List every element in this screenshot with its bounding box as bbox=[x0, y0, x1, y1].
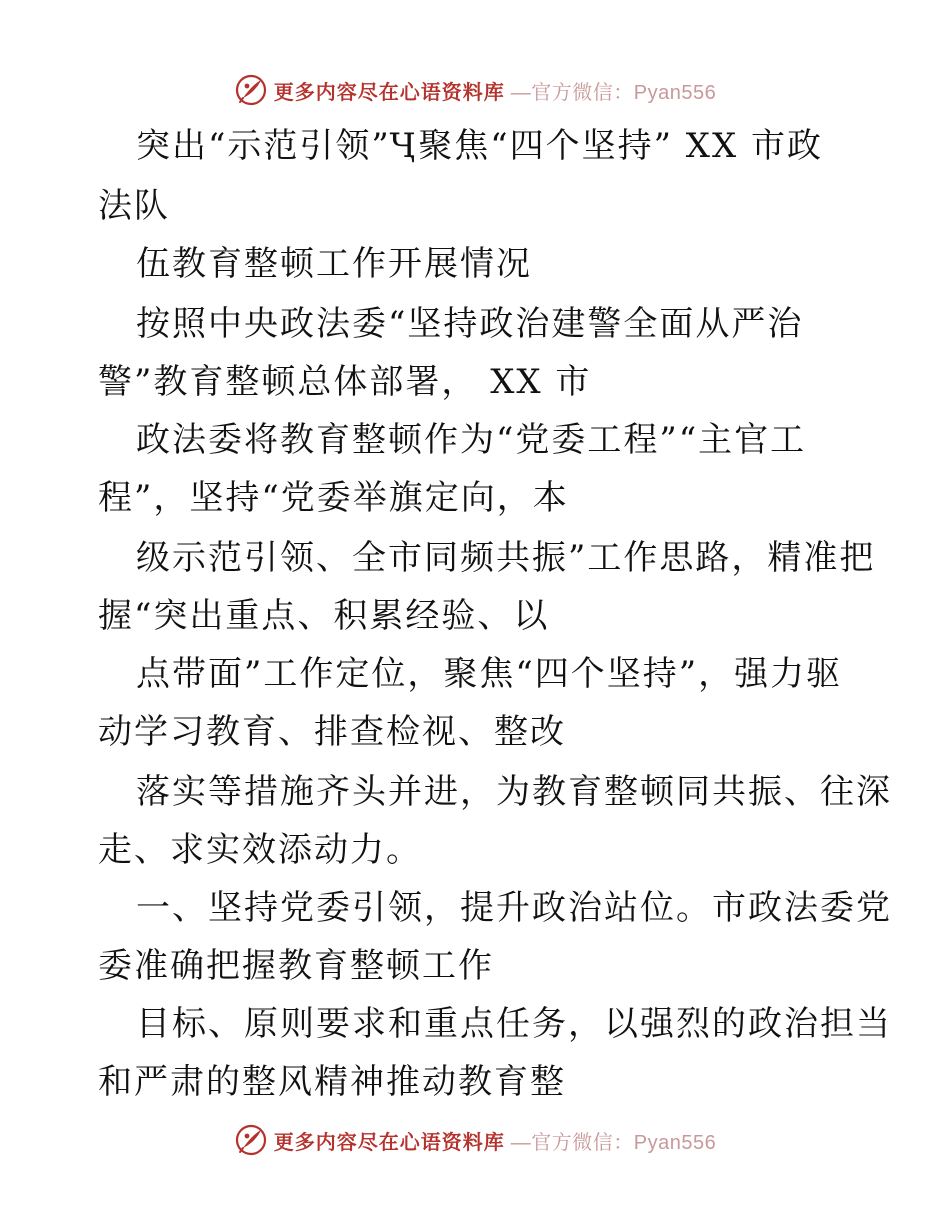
watermark-suffix-text: 官方微信：Pyan556 bbox=[531, 1131, 717, 1154]
text-line: 委准确把握教育整顿工作 bbox=[98, 946, 494, 986]
text-line: 伍教育整顿工作开展情况 bbox=[136, 244, 532, 284]
text-line: 级示范引领、全市同频共振”工作思路，精准把 bbox=[136, 538, 876, 578]
watermark-suffix-text: 官方微信：Pyan556 bbox=[531, 81, 717, 104]
watermark-suffix bbox=[511, 1126, 716, 1155]
text-line: 落实等措施齐头并进，为教育整顿同共振、往深 bbox=[136, 772, 892, 812]
text-line: 走、求实效添动力。 bbox=[98, 830, 422, 870]
text-line: 警”教育整顿总体部署， XX 市 bbox=[98, 362, 592, 402]
text-line: 动学习教育、排查检视、整改 bbox=[98, 712, 566, 752]
watermark-dash: — bbox=[510, 81, 532, 104]
watermark-main-text: 更多内容尽在心语资料库 bbox=[273, 79, 505, 104]
text-line: 程”，坚持“党委举旗定向，本 bbox=[98, 478, 569, 518]
text-line: 目标、原则要求和重点任务，以强烈的政治担当 bbox=[136, 1004, 892, 1044]
footer-watermark bbox=[0, 1120, 950, 1160]
watermark-dash: — bbox=[510, 1131, 532, 1154]
watermark-main-text: 更多内容尽在心语资料库 bbox=[273, 1129, 505, 1154]
text-line: 突出“示范引领”Ҷ聚焦“四个坚持” XX 市政 bbox=[136, 126, 824, 166]
text-line: 和严肃的整风精神推动教育整 bbox=[98, 1062, 566, 1102]
text-line: 政法委将教育整顿作为“党委工程”“主官工 bbox=[136, 420, 807, 460]
text-line: 握“突出重点、积累经验、以 bbox=[98, 596, 550, 636]
text-line: 点带面”工作定位，聚焦“四个坚持”，强力驱 bbox=[136, 654, 843, 694]
text-line: 按照中央政法委“坚持政治建警全面从严治 bbox=[136, 304, 804, 344]
text-line: 一、坚持党委引领，提升政治站位。市政法委党 bbox=[136, 888, 892, 928]
text-line: 法队 bbox=[98, 186, 170, 226]
quill-pen-logo-icon bbox=[234, 1123, 268, 1157]
